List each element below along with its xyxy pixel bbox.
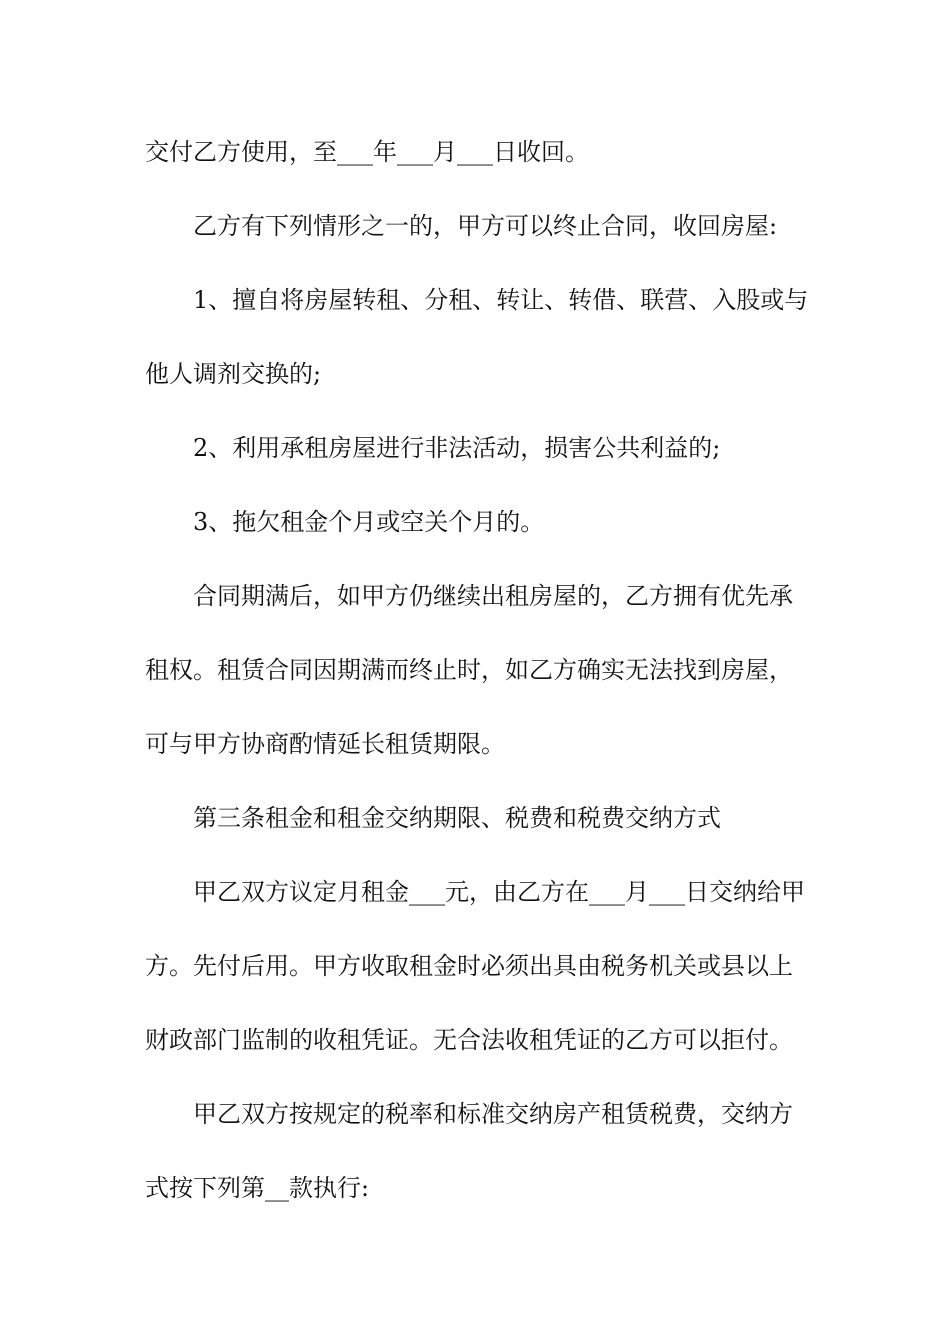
text-line-4: 他人调剂交换的; (145, 360, 322, 388)
text-line-15: 式按下列第__款执行: (145, 1174, 370, 1202)
text-line-6: 3、拖欠租金个月或空关个月的。 (193, 508, 545, 536)
text-line-2: 乙方有下列情形之一的，甲方可以终止合同，收回房屋: (193, 212, 778, 240)
section-heading: 第三条租金和租金交纳期限、税费和税费交纳方式 (193, 804, 721, 832)
text-line-1: 交付乙方使用，至___年___月___日收回。 (145, 138, 589, 166)
text-line-7: 合同期满后，如甲方仍继续出租房屋的，乙方拥有优先承 (193, 582, 793, 610)
text-line-5: 2、利用承租房屋进行非法活动，损害公共利益的; (193, 434, 721, 462)
text-line-3: 1、擅自将房屋转租、分租、转让、转借、联营、入股或与 (193, 286, 809, 314)
text-line-14: 甲乙双方按规定的税率和标准交纳房产租赁税费，交纳方 (193, 1100, 793, 1128)
text-line-12: 方。先付后用。甲方收取租金时必须出具由税务机关或县以上 (145, 952, 793, 980)
text-line-11: 甲乙双方议定月租金___元，由乙方在___月___日交纳给甲 (193, 878, 805, 906)
text-line-13: 财政部门监制的收租凭证。无合法收租凭证的乙方可以拒付。 (145, 1026, 793, 1054)
text-line-9: 可与甲方协商酌情延长租赁期限。 (145, 730, 505, 758)
text-line-8: 租权。租赁合同因期满而终止时，如乙方确实无法找到房屋， (145, 656, 793, 684)
